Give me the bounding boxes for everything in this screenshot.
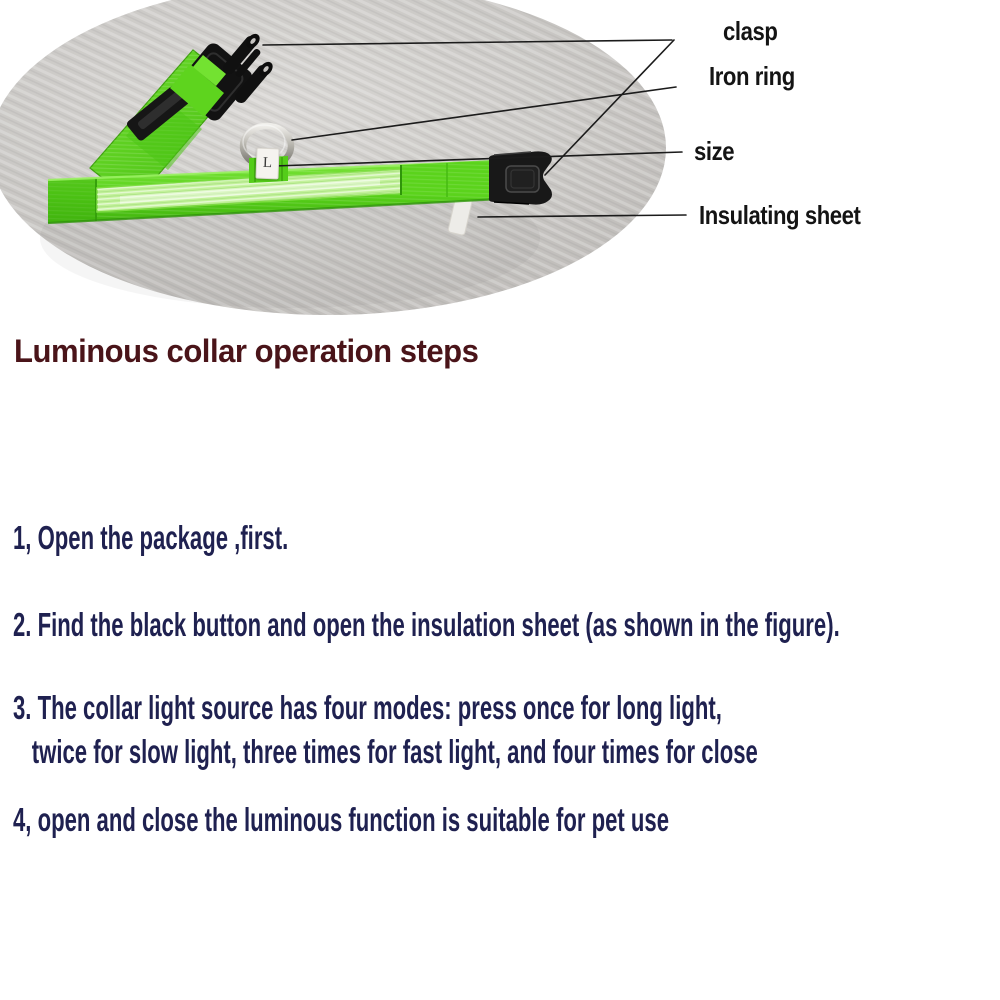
- step-1: [13, 516, 288, 560]
- step-4: [13, 798, 669, 842]
- step-2-text: 2. Find the black button and open the insulation sheet (as shown in the figure).: [13, 606, 840, 643]
- step-1-text: 1, Open the package ,first.: [13, 519, 289, 556]
- step-4-text: 4, open and close the luminous function is suitable for pet use: [13, 801, 670, 838]
- step-3-text-line1: 3. The collar light source has four modes: press once for long light,: [13, 689, 722, 726]
- label-iron-ring: Iron ring: [709, 61, 795, 91]
- label-clasp: clasp: [723, 16, 778, 46]
- step-3-text-line2: twice for slow light, three times for fast light, and four times for close: [31, 733, 758, 770]
- clasp-female-buckle: [489, 151, 552, 204]
- label-insulating-sheet: Insulating sheet: [699, 200, 861, 230]
- page-title: Luminous collar operation steps: [14, 333, 479, 369]
- step-2: [13, 603, 840, 647]
- step-3: [13, 686, 758, 774]
- product-photo-figure: [0, 0, 1000, 330]
- collar-graphic: [0, 0, 1000, 330]
- size-tag-letter: L: [262, 154, 273, 172]
- size-tag: [255, 148, 279, 180]
- label-size: size: [694, 136, 735, 166]
